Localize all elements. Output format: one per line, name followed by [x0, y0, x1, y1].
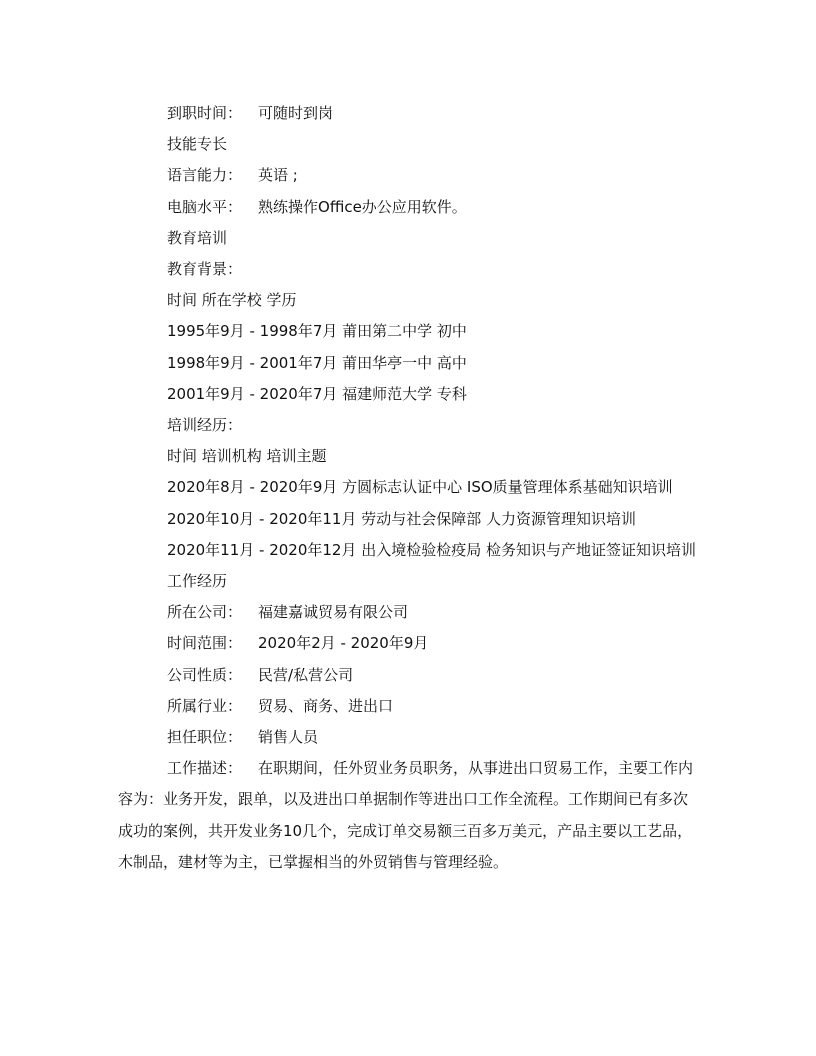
company-label: 所在公司： [167, 603, 243, 622]
education-row: 1998年9月 - 2001年7月 莆田华亭一中 高中 [167, 353, 467, 372]
company-type-line [118, 660, 702, 691]
job-description [118, 753, 702, 878]
training-label: 培训经历： [167, 416, 243, 435]
education-background-label: 教育背景： [167, 260, 243, 279]
position-value: 销售人员 [258, 728, 319, 747]
training-row: 2020年10月 - 2020年11月 劳动与社会保障部 人力资源管理知识培训 [167, 509, 637, 528]
training-row: 2020年8月 - 2020年9月 方圆标志认证中心 ISO质量管理体系基础知识培训 [167, 478, 673, 497]
education-heading: 教育培训 [167, 228, 228, 247]
period-value: 2020年2月 - 2020年9月 [258, 634, 429, 653]
availability-value: 可随时到岗 [258, 104, 334, 122]
computer-value: 熟练操作Office办公应用软件。 [258, 197, 467, 216]
education-row: 1995年9月 - 1998年7月 莆田第二中学 初中 [167, 322, 467, 341]
skills-heading: 技能专长 [167, 135, 228, 154]
company-value: 福建嘉诚贸易有限公司 [258, 603, 409, 622]
availability-label: 到职时间： [167, 104, 243, 122]
company-line [118, 597, 702, 628]
resume-body [118, 98, 702, 878]
industry-line [118, 691, 702, 722]
position-label: 担任职位： [167, 728, 243, 747]
education-table-header: 时间 所在学校 学历 [167, 291, 297, 310]
industry-value: 贸易、商务、进出口 [258, 696, 394, 715]
training-row: 2020年11月 - 2020年12月 出入境检验检疫局 检务知识与产地证签证知识培训 [167, 540, 697, 559]
training-table-header: 时间 培训机构 培训主题 [167, 447, 327, 466]
period-label: 时间范围： [167, 634, 243, 653]
company-type-value: 民营/私营公司 [258, 665, 354, 684]
computer-label: 电脑水平： [167, 197, 243, 216]
language-line [118, 160, 702, 191]
position-line [118, 722, 702, 753]
education-row: 2001年9月 - 2020年7月 福建师范大学 专科 [167, 384, 467, 403]
computer-line [118, 192, 702, 223]
job-description-label: 工作描述： [167, 759, 243, 778]
job-description-value: 在职期间，任外贸业务员职务，从事进出口贸易工作，主要工作内容为：业务开发，跟单，以及进出口单据制作等进出口工作全流程。工作期间已有多次成功的案例，共开发业务10几个，完成订单交易额三百多万美元，产品主要以工艺品，木制品，建材等为主，已掌握相当的外贸销售与管理经验。 [118, 759, 694, 871]
industry-label: 所属行业： [167, 696, 243, 715]
company-type-label: 公司性质： [167, 665, 243, 684]
language-value: 英语 ; [258, 166, 298, 185]
availability-line [118, 98, 702, 129]
work-heading: 工作经历 [167, 572, 228, 591]
period-line [118, 628, 702, 659]
language-label: 语言能力： [167, 166, 243, 185]
